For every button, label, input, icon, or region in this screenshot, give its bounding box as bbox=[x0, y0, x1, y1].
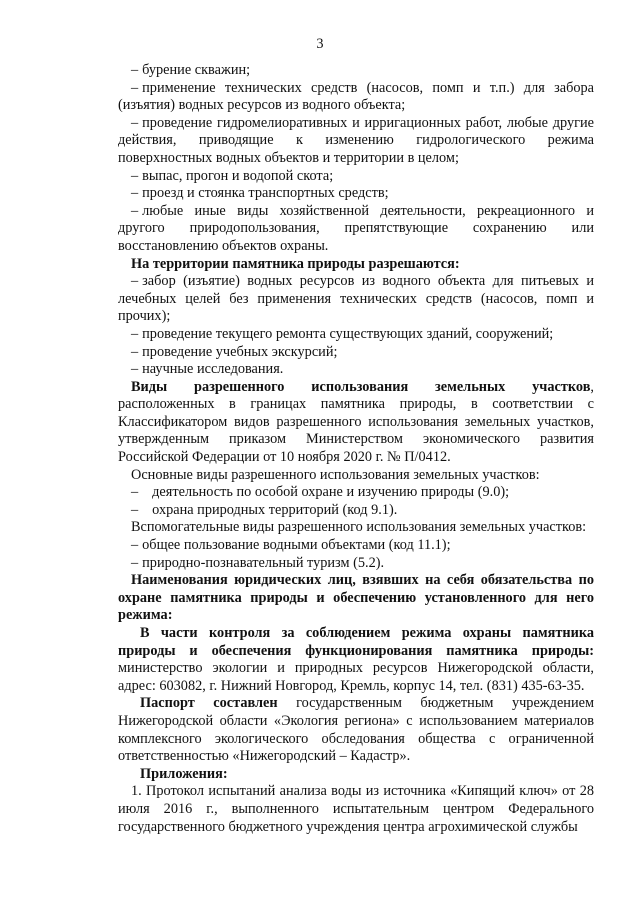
appendix-item-1: 1. Протокол испытаний анализа воды из источника «Кипящий ключ» от 28 июля 2016 г., выполненного испытательным центром Федерального государственного бюджетного учреждения центра агрохимической службы bbox=[118, 783, 594, 835]
prohibited-item-2: – применение технических средств (насосов, помп и т.п.) для забора (изъятия) водных ресурсов из водного объекта; bbox=[118, 79, 594, 114]
document-text bbox=[118, 62, 594, 836]
dash-marker: – bbox=[131, 114, 139, 131]
dash-marker: – bbox=[131, 167, 139, 184]
dash-marker: – bbox=[131, 79, 139, 96]
allowed-item-3: – проведение учебных экскурсий; bbox=[131, 343, 338, 360]
main-use-item-1: – деятельность по особой охране и изучению природы (9.0); bbox=[131, 484, 510, 501]
legal-entities-heading: Наименования юридических лиц, взявших на себя обязательства по охране памятника природы и обеспечению установленного для него режима: bbox=[118, 572, 594, 624]
page-number: 3 bbox=[316, 36, 324, 52]
dash-marker: – bbox=[131, 554, 139, 571]
allowed-item-4: – научные исследования. bbox=[131, 361, 284, 378]
land-use-heading: Виды разрешенного использования земельных участков bbox=[131, 378, 591, 395]
land-use-paragraph: Виды разрешенного использования земельных участков, расположенных в границах памятника природы, в соответствии с Классификатором видов разрешенного использования земельных участков, утвержденным приказом Министерством экономического развития Российской Федерации от 10 ноября 2020 г. № П/0412. bbox=[118, 378, 594, 466]
control-paragraph: В части контроля за соблюдением режима охраны памятника природы и обеспечения функционирования памятника природы: министерство экологии и природных ресурсов Нижегородской области, адрес: 603082, г. Нижний Новгород, Кремль, корпус 14, тел. (831) 435-63-35. bbox=[118, 625, 594, 694]
passport-paragraph: Паспорт составлен государственным бюджетным учреждением Нижегородской области «Экология региона» с использованием материалов комплексного экологического обследования общества с ограниченной ответственностью «Нижегородский – Кадастр». bbox=[118, 695, 594, 765]
main-uses-label: Основные виды разрешенного использования земельных участков: bbox=[131, 466, 540, 483]
appendices-heading: Приложения: bbox=[140, 765, 228, 782]
prohibited-item-6: – любые иные виды хозяйственной деятельности, рекреационного и другого природопользования, препятствующие сохранению или восстановлению объектов охраны. bbox=[118, 202, 594, 254]
allowed-item-1: – забор (изъятие) водных ресурсов из водного объекта для питьевых и лечебных целей без применения технических средств (насосов, помп и прочих); bbox=[118, 273, 594, 325]
prohibited-item-5: – проезд и стоянка транспортных средств; bbox=[131, 185, 389, 202]
dash-marker: – bbox=[131, 501, 139, 518]
dash-marker: – bbox=[131, 361, 139, 378]
prohibited-item-1: – бурение скважин; bbox=[131, 62, 251, 78]
dash-marker: – bbox=[131, 273, 139, 290]
dash-marker: – bbox=[131, 484, 139, 501]
dash-marker: – bbox=[131, 325, 139, 342]
dash-marker: – bbox=[131, 202, 139, 219]
prohibited-item-3: – проведение гидромелиоративных и ирригационных работ, любые другие действия, приводящие к изменению гидрологического режима поверхностных водных объектов и территории в целом; bbox=[118, 114, 594, 166]
dash-marker: – bbox=[131, 185, 139, 202]
aux-uses-label: Вспомогательные виды разрешенного использования земельных участков: bbox=[131, 519, 587, 536]
allowed-item-2: – проведение текущего ремонта существующих зданий, сооружений; bbox=[131, 325, 554, 342]
allowed-heading: На территории памятника природы разрешаются: bbox=[131, 255, 460, 272]
dash-marker: – bbox=[131, 343, 139, 360]
aux-use-item-1: – общее пользование водными объектами (код 11.1); bbox=[131, 537, 451, 554]
main-use-item-2: – охрана природных территорий (код 9.1). bbox=[131, 501, 398, 518]
dash-marker: – bbox=[131, 62, 139, 78]
aux-use-item-2: – природно-познавательный туризм (5.2). bbox=[131, 554, 385, 571]
dash-marker: – bbox=[131, 537, 139, 554]
prohibited-item-4: – выпас, прогон и водопой скота; bbox=[131, 167, 334, 184]
